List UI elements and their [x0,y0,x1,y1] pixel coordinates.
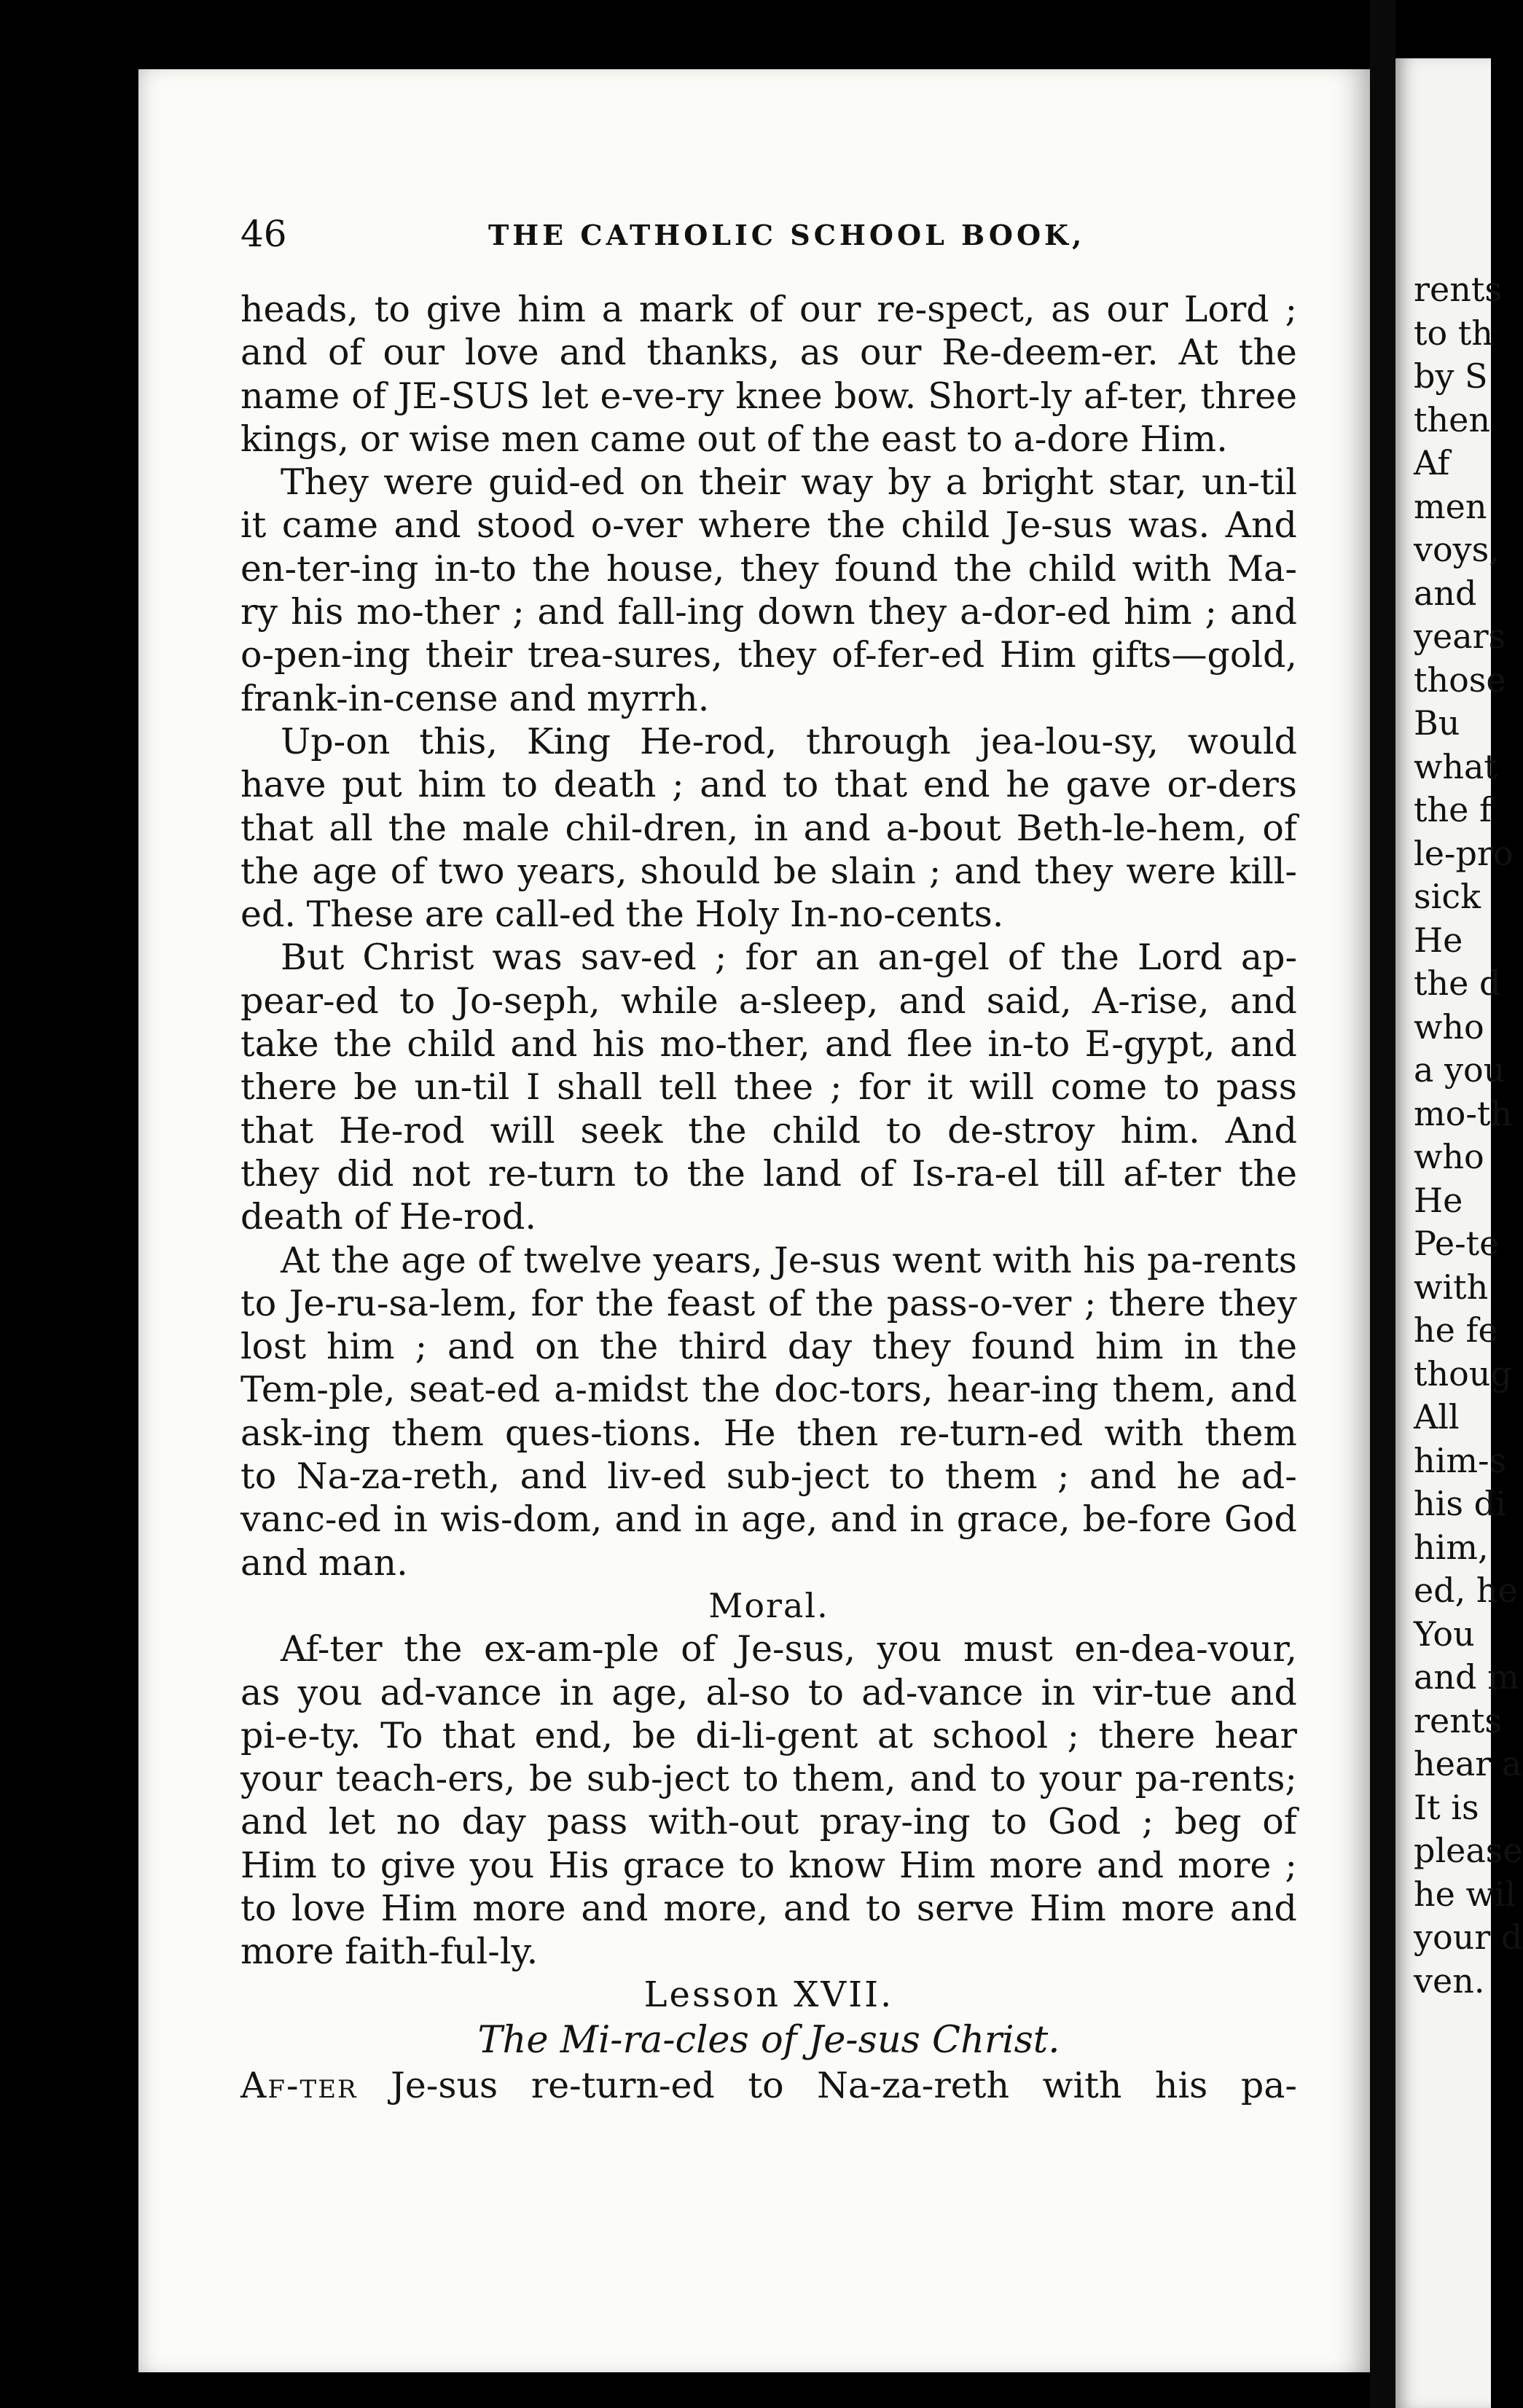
facing-page-fragment: he fe [1414,1310,1498,1350]
text-line: pi-e-ty. To that end, be di-li-gent at school ; there hear [240,1714,1297,1756]
facing-page-fragment: what [1414,746,1497,786]
text-line: to Na-za-reth, and liv-ed sub-ject to them ; and he ad- [240,1455,1297,1498]
facing-page-fragment: your d [1414,1918,1523,1957]
facing-page-fragment: voys, [1414,530,1500,569]
text-line: name of JE-SUS let e-ve-ry knee bow. Short-ly af-ter, three [240,375,1297,417]
facing-page-fragment: thoug [1414,1353,1512,1393]
facing-page-fragment: the f [1414,790,1492,829]
facing-page-fragment: It is [1414,1787,1479,1827]
text-line: to love Him more and more, and to serve Him more and [240,1887,1297,1929]
facing-page-fragment: ven. [1414,1961,1485,2001]
text-line: and of our love and thanks, as our Re-deem-er. At the [240,332,1297,374]
moral-heading: Moral. [708,1585,829,1625]
facing-page-fragment: men [1414,486,1487,526]
text-line: more faith-ful-ly. [240,1931,539,1973]
lesson-heading: Lesson XVII. [643,1974,894,2015]
text-line: death of He-rod. [240,1196,536,1238]
text-line: frank-in-cense and myrrh. [240,677,710,719]
facing-page-fragment: those [1414,660,1506,700]
text-line: there be un-til I shall tell thee ; for it will come to pass [240,1066,1297,1109]
text-line: they did not re-turn to the land of Is-ra-el till af-ter the [240,1152,1297,1195]
text-line: kings, or wise men came out of the east to a-dore Him. [240,418,1228,460]
text-line: ed. These are call-ed the Holy In-no-cents. [240,894,1004,936]
facing-page-fragment: and m [1414,1657,1519,1697]
facing-page-fragment: then [1414,399,1490,439]
facing-page-fragment: by S [1414,356,1488,396]
text-line: en-ter-ing in-to the house, they found the child with Ma- [240,547,1297,590]
text-line: ry his mo-ther ; and fall-ing down they a-dor-ed him ; and [240,591,1297,633]
text-line: vanc-ed in wis-dom, and in age, and in grace, be-fore God [240,1498,1297,1541]
page-number: 46 [240,213,287,255]
text-line: ask-ing them ques-tions. He then re-turn-ed with them [240,1412,1297,1454]
facing-page-fragment: He [1414,920,1463,960]
facing-page-fragment: he wil [1414,1874,1516,1914]
text-line: Him to give you His grace to know Him more and more ; [240,1844,1297,1886]
text-line: it came and stood o-ver where the child Je-sus was. And [240,504,1297,547]
text-line: that He-rod will seek the child to de-stroy him. And [240,1109,1297,1152]
facing-page-fragment: with [1414,1267,1489,1307]
facing-page-fragment: a you [1414,1050,1506,1090]
moral-text [240,1627,1297,1973]
facing-page-fragment: to th [1414,313,1493,353]
facing-page-fragment: who [1414,1137,1484,1176]
facing-page-fragment: please [1414,1831,1523,1870]
facing-page-fragment: the d [1414,963,1501,1003]
text-line: o-pen-ing their trea-sures, they of-fer-ed Him gifts—gold, [240,634,1297,676]
text-line: lost him ; and on the third day they found him in the [240,1326,1297,1368]
text-line: take the child and his mo-ther, and flee in-to E-gypt, and [240,1023,1297,1066]
page-body [240,288,1297,2107]
facing-page-fragment: le-pro [1414,833,1514,873]
text-line: Af-ter the ex-am-ple of Je-sus, you must en-dea-vour, [281,1628,1297,1670]
running-header [240,213,1297,264]
text-line: and man. [240,1541,408,1584]
facing-page-fragment: who [1414,1006,1484,1047]
text-line: as you ad-vance in age, al-so to ad-vance in vir-tue and [240,1671,1297,1713]
facing-page-fragment: and [1414,573,1477,613]
text-line: have put him to death ; and to that end he gave or-ders [240,764,1297,806]
text-line: pear-ed to Jo-seph, while a-sleep, and said, A-rise, and [240,980,1297,1022]
body-text [240,288,1297,1584]
book-title: THE CATHOLIC SCHOOL BOOK, [488,219,1086,251]
facing-page-fragment: Pe-te [1414,1224,1500,1263]
text-line: the age of two years, should be slain ; and they were kill- [240,850,1297,892]
facing-page-fragment: rents [1414,1700,1502,1740]
facing-page-fragment: hear a [1414,1744,1522,1783]
lesson-first-line: Af-ter Je-sus re-turn-ed to Na-za-reth with his pa- [240,2064,1297,2106]
lesson-title: The Mi-ra-cles of Je-sus Christ. [477,2018,1060,2062]
text-line: your teach-ers, be sub-ject to them, and to your pa-rents; [240,1758,1297,1800]
text-line: They were guid-ed on their way by a bright star, un-til [281,461,1297,504]
facing-page-fragment: mo-th [1414,1093,1512,1133]
facing-page-fragment: All [1414,1397,1460,1436]
text-line: At the age of twelve years, Je-sus went with his pa-rents [281,1239,1297,1281]
text-line: heads, to give him a mark of our re-spect, as our Lord ; [240,289,1297,330]
book-gutter [1370,0,1395,2408]
text-line: Up-on this, King He-rod, through jea-lou-sy, would [281,720,1297,762]
text-line: and let no day pass with-out pray-ing to God ; beg of [240,1801,1297,1843]
facing-page-fragment: ed, he [1414,1571,1518,1610]
text-line: But Christ was sav-ed ; for an an-gel of the Lord ap- [281,937,1297,979]
facing-page-fragment: him, [1414,1527,1489,1567]
text-line: to Je-ru-sa-lem, for the feast of the pass-o-ver ; there they [240,1282,1297,1324]
facing-page-fragment: his di [1414,1484,1506,1523]
facing-page-fragment: You [1414,1614,1475,1654]
facing-page-fragment: him-s [1414,1440,1507,1480]
facing-page [1395,58,1523,2408]
facing-page-fragment: sick [1414,877,1481,916]
facing-page-fragment: rents [1414,270,1502,309]
facing-page-fragment: Af [1414,443,1450,482]
text-line: that all the male chil-dren, in and a-bout Beth-le-hem, of [240,807,1297,849]
text-line: Tem-ple, seat-ed a-midst the doc-tors, hear-ing them, and [240,1369,1297,1411]
facing-page-fragment: years [1414,617,1506,656]
facing-page-fragment: Bu [1414,703,1460,743]
facing-page-fragment: He [1414,1180,1463,1220]
